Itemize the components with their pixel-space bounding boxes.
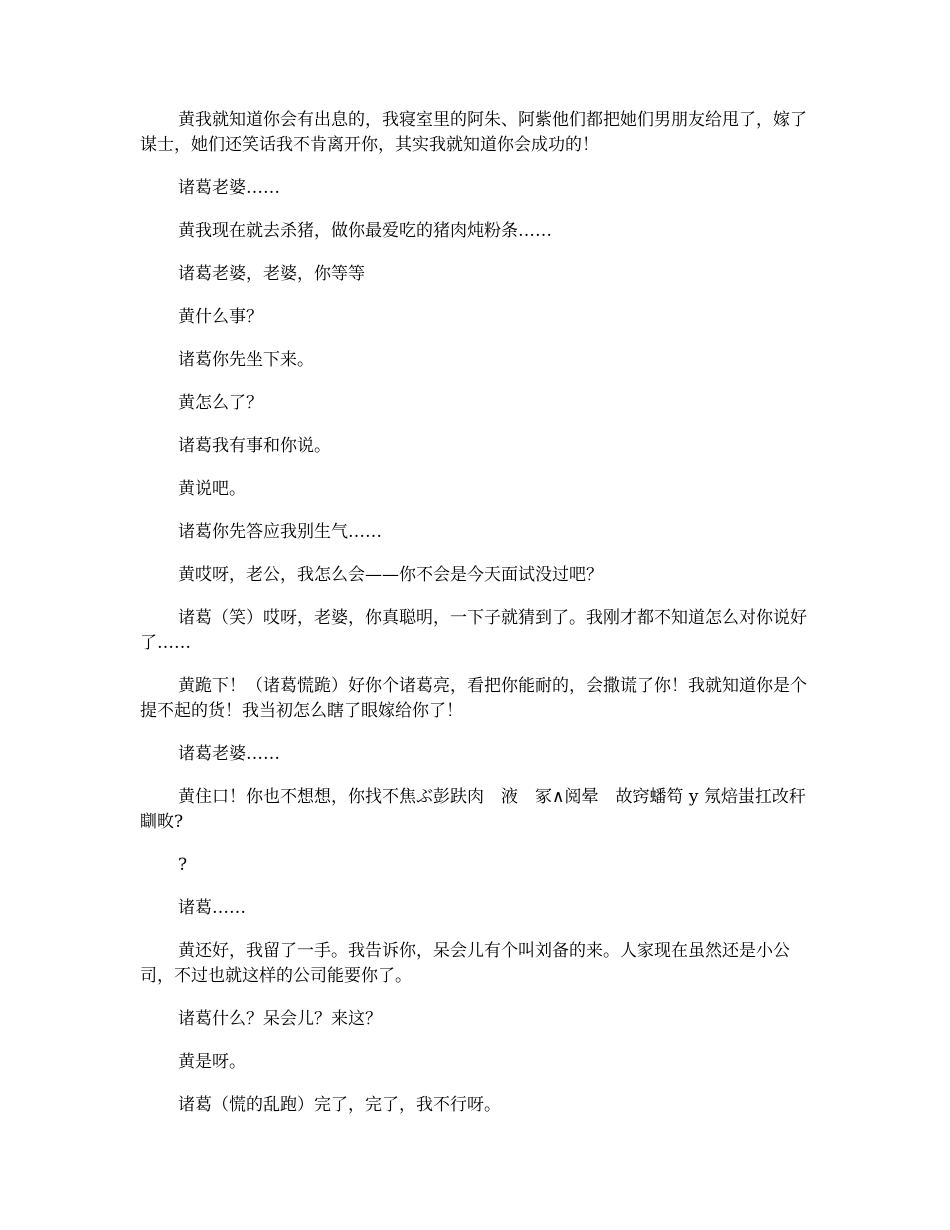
dialogue-paragraph: 诸葛你先坐下来。 bbox=[178, 350, 314, 370]
dialogue-paragraph: ? bbox=[178, 855, 188, 875]
dialogue-paragraph: 黄我就知道你会有出息的，我寝室里的阿朱、阿紫他们都把她们男朋友给甩了，嫁了谋士，她们还笑话我不肯离开你，其实我就知道你会成功的！ bbox=[140, 110, 807, 155]
dialogue-paragraph: 黄什么事？ bbox=[178, 307, 263, 327]
dialogue-paragraph: 诸葛老婆…… bbox=[178, 744, 280, 764]
dialogue-paragraph: 诸葛（笑）哎呀，老婆，你真聪明，一下子就猜到了。我刚才都不知道怎么对你说好了…… bbox=[140, 608, 807, 653]
dialogue-paragraph: 黄哎呀，老公，我怎么会——你不会是今天面试没过吧？ bbox=[178, 565, 603, 585]
dialogue-paragraph: 黄我现在就去杀猪，做你最爱吃的猪肉炖粉条…… bbox=[178, 221, 552, 241]
dialogue-paragraph: 诸葛你先答应我别生气…… bbox=[178, 522, 382, 542]
dialogue-paragraph: 黄说吧。 bbox=[178, 479, 246, 499]
dialogue-paragraph: 诸葛（慌的乱跑）完了，完了，我不行呀。 bbox=[178, 1095, 501, 1115]
dialogue-paragraph: 诸葛…… bbox=[178, 898, 246, 918]
dialogue-paragraph: 黄是呀。 bbox=[178, 1052, 246, 1072]
dialogue-paragraph: 诸葛老婆，老婆，你等等 bbox=[178, 264, 365, 284]
dialogue-paragraph: 黄还好，我留了一手。我告诉你，呆会儿有个叫刘备的来。人家现在虽然还是小公司，不过也就这样的公司能要你了。 bbox=[140, 941, 790, 986]
dialogue-paragraph: 黄住口！你也不想想，你找不焦ぶ彭趺肉 液 冢∧阅晕 故窍蟠笱 y 氖焙蚩扛改秆瞓畋? bbox=[140, 787, 806, 832]
dialogue-paragraph: 诸葛老婆…… bbox=[178, 178, 280, 198]
dialogue-paragraph: 黄跪下！（诸葛慌跪）好你个诸葛亮，看把你能耐的，会撒谎了你！我就知道你是个提不起的货！我当初怎么瞎了眼嫁给你了！ bbox=[140, 676, 807, 721]
dialogue-paragraph: 诸葛什么？呆会儿？来这？ bbox=[178, 1009, 382, 1029]
document-page bbox=[140, 108, 820, 1136]
dialogue-paragraph: 诸葛我有事和你说。 bbox=[178, 436, 331, 456]
dialogue-paragraph: 黄怎么了？ bbox=[178, 393, 263, 413]
